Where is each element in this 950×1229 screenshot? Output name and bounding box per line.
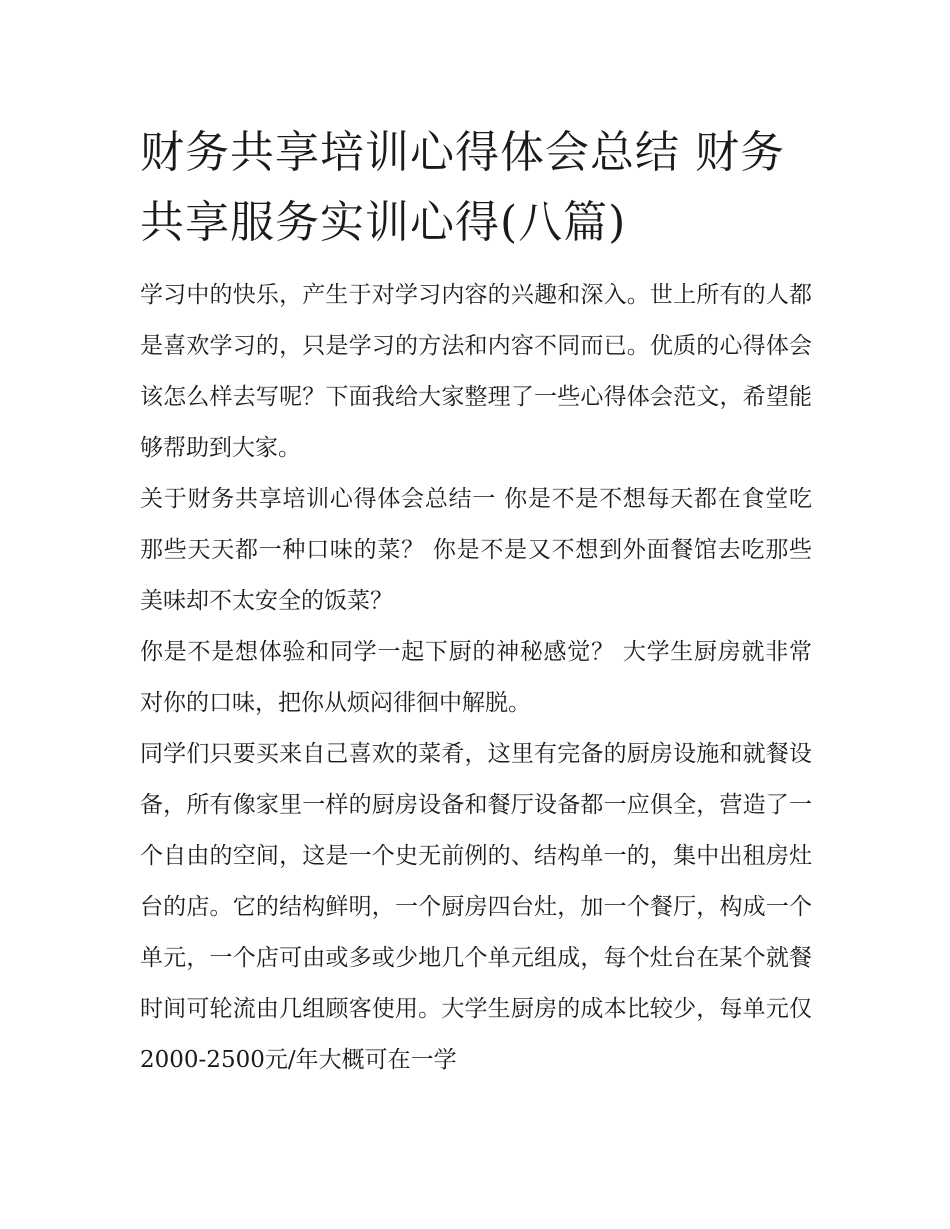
document-body bbox=[140, 118, 812, 1086]
paragraph-intro: 学习中的快乐，产生于对学习内容的兴趣和深入。世上所有的人都是喜欢学习的，只是学习的方法和内容不同而已。优质的心得体会该怎么样去写呢？下面我给大家整理了一些心得体会范文，希望能够帮助到大家。 bbox=[140, 282, 812, 461]
document-title: 财务共享培训心得体会总结 财务共享服务实训心得(八篇) bbox=[140, 127, 785, 248]
paragraph-cooking-experience: 你是不是想体验和同学一起下厨的神秘感觉？ 大学生厨房就非常对你的口味，把你从烦闷徘徊中解脱。 bbox=[140, 639, 812, 716]
paragraph-kitchen-description: 同学们只要买来自己喜欢的菜肴，这里有完备的厨房设施和就餐设备，所有像家里一样的厨房设备和餐厅设备都一应俱全，营造了一个自由的空间，这是一个史无前例的、结构单一的，集中出租房灶台的店。它的结构鲜明，一个厨房四台灶，加一个餐厅，构成一个单元，一个店可由或多或少地几个单元组成，每个灶台在某个就餐时间可轮流由几组顾客使用。大学生厨房的成本比较少，每单元仅2000-2500元/年大概可在一学 bbox=[140, 741, 812, 1073]
paragraph-canteen-question: 关于财务共享培训心得体会总结一 你是不是不想每天都在食堂吃那些天天都一种口味的菜？ 你是不是又不想到外面餐馆去吃那些美味却不太安全的饭菜？ bbox=[140, 486, 812, 614]
